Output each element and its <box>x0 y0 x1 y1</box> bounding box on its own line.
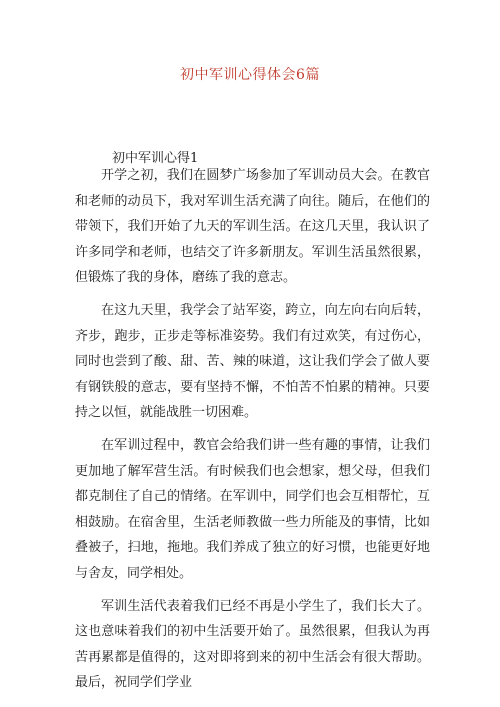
paragraph-2: 在这九天里，我学会了站军姿，跨立，向左向右向后转，齐步，跑步，正步走等标准姿势。我们有过欢笑，有过伤心，同时也尝到了酸、甜、苦、辣的味道，这让我们学会了做人要有钢铁般的意志，要有坚持不懈，不怕苦不怕累的精神。只要持之以恒，就能战胜一切困难。 <box>75 302 430 421</box>
section-heading: 初中军训心得1 <box>112 151 199 166</box>
paragraph-3: 在军训过程中，教官会给我们讲一些有趣的事情，让我们更加地了解军营生活。有时候我们也会想家，想父母，但我们都克制住了自己的情绪。在军训中，同学们也会互相帮忙，互相鼓励。在宿舍里，生活老师教做一些力所能及的事情，比如叠被子，扫地，拖地。我们养成了独立的好习惯，也能更好地与舍友，同学相处。 <box>75 437 430 581</box>
paragraph-1: 开学之初，我们在圆梦广场参加了军训动员大会。在教官和老师的动员下，我对军训生活充满了向往。随后，在他们的带领下，我们开始了九天的军训生活。在这几天里，我认识了许多同学和老师，也结交了许多新朋友。军训生活虽然很累，但锻炼了我的身体，磨练了我的意志。 <box>75 168 430 286</box>
body-text <box>75 163 430 703</box>
paragraph-4: 军训生活代表着我们已经不再是小学生了，我们长大了。这也意味着我们的初中生活要开始了。虽然很累，但我认为再苦再累都是值得的，这对即将到来的初中生活会有很大帮助。最后，祝同学们学业 <box>75 598 430 691</box>
document-title: 初中军训心得体会6篇 <box>180 67 320 83</box>
